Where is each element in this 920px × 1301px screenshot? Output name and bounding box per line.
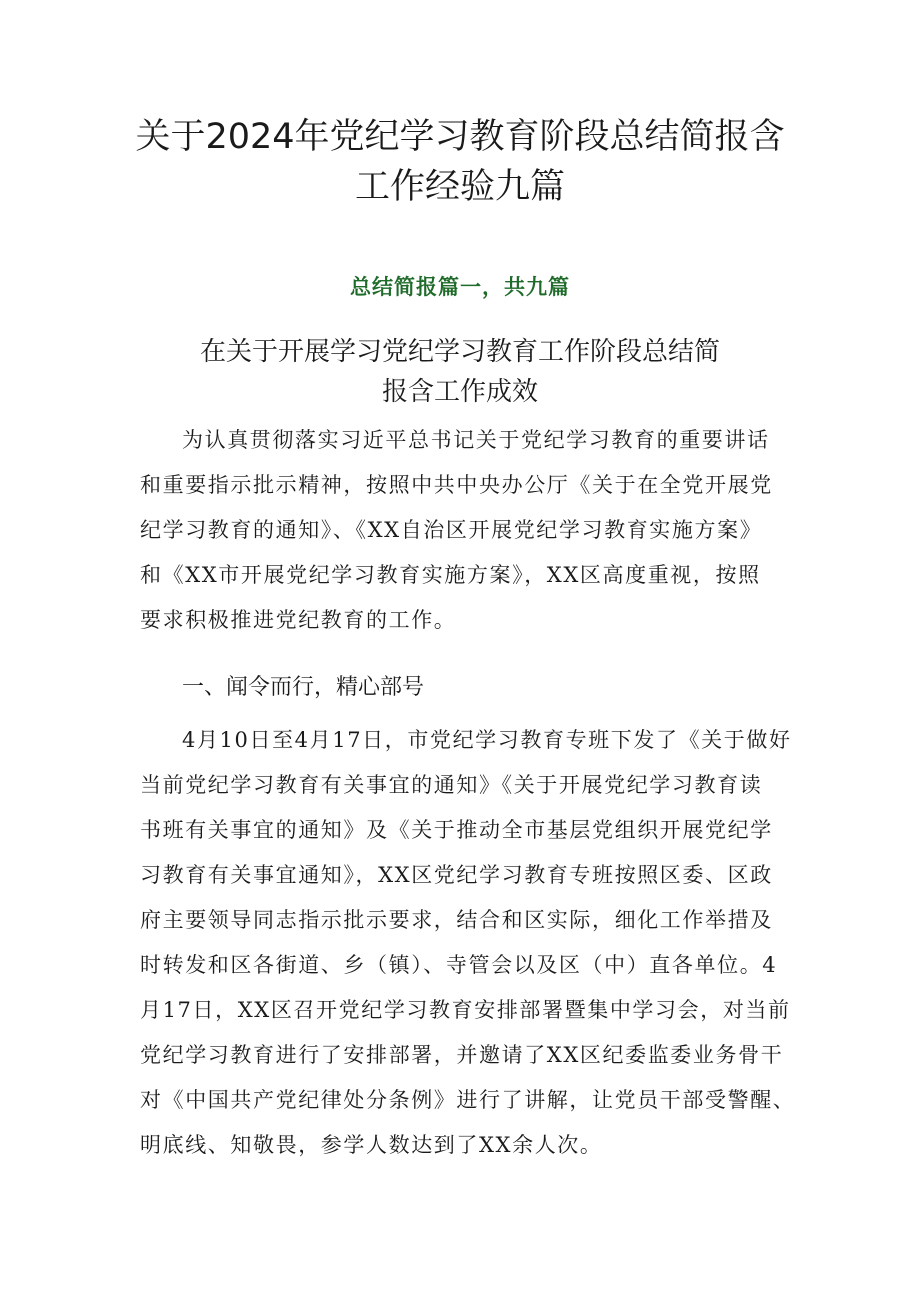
paragraph-line: 4月10日至4月17日，市党纪学习教育专班下发了《关于做好 xyxy=(182,728,792,752)
document-title-line: 工作经验九篇 xyxy=(354,167,565,207)
paragraph-line: 习教育有关事宜通知》，XX区党纪学习教育专班按照区委、区政 xyxy=(140,863,773,887)
paragraph-line: 为认真贯彻落实习近平总书记关于党纪学习教育的重要讲话 xyxy=(182,428,770,452)
document-title xyxy=(120,112,800,212)
paragraph-line: 要求积极推进党纪教育的工作。 xyxy=(140,608,457,632)
paragraph-line: 月17日，XX区召开党纪学习教育安排部署暨集中学习会，对当前 xyxy=(140,998,791,1022)
article-title-line: 报含工作成效 xyxy=(381,377,538,407)
intro-paragraph xyxy=(140,418,790,643)
paragraph-line: 党纪学习教育进行了安排部署，并邀请了XX区纪委监委业务骨干 xyxy=(140,1043,784,1067)
paragraph-line: 纪学习教育的通知》、《XX自治区开展党纪学习教育实施方案》 xyxy=(140,518,763,542)
paragraph-line: 和《XX市开展党纪学习教育实施方案》，XX区高度重视，按照 xyxy=(140,563,761,587)
document-title-line: 关于2024年党纪学习教育阶段总结简报含 xyxy=(135,117,785,157)
paragraph-line: 书班有关事宜的通知》及《关于推动全市基层党组织开展党纪学 xyxy=(140,818,773,842)
series-heading: 总结简报篇一，共九篇 xyxy=(350,274,570,299)
paragraph-line: 和重要指示批示精神，按照中共中央办公厅《关于在全党开展党 xyxy=(140,473,773,497)
paragraph-line: 明底线、知敬畏，参学人数达到了XX余人次。 xyxy=(140,1133,603,1157)
article-title xyxy=(160,332,760,412)
article-title-line: 在关于开展学习党纪学习教育工作阶段总结简 xyxy=(199,337,720,367)
body-paragraph xyxy=(140,718,796,1168)
section-heading: 一、闻令而行，精心部号 xyxy=(182,675,425,700)
paragraph-line: 时转发和区各街道、乡（镇）、寺管会以及区（中）直各单位。4 xyxy=(140,953,778,977)
paragraph-line: 对《中国共产党纪律处分条例》进行了讲解，让党员干部受警醒、 xyxy=(140,1088,796,1112)
paragraph-line: 府主要领导同志指示批示要求，结合和区实际，细化工作举措及 xyxy=(140,908,773,932)
paragraph-line: 当前党纪学习教育有关事宜的通知》《关于开展党纪学习教育读 xyxy=(140,773,763,797)
